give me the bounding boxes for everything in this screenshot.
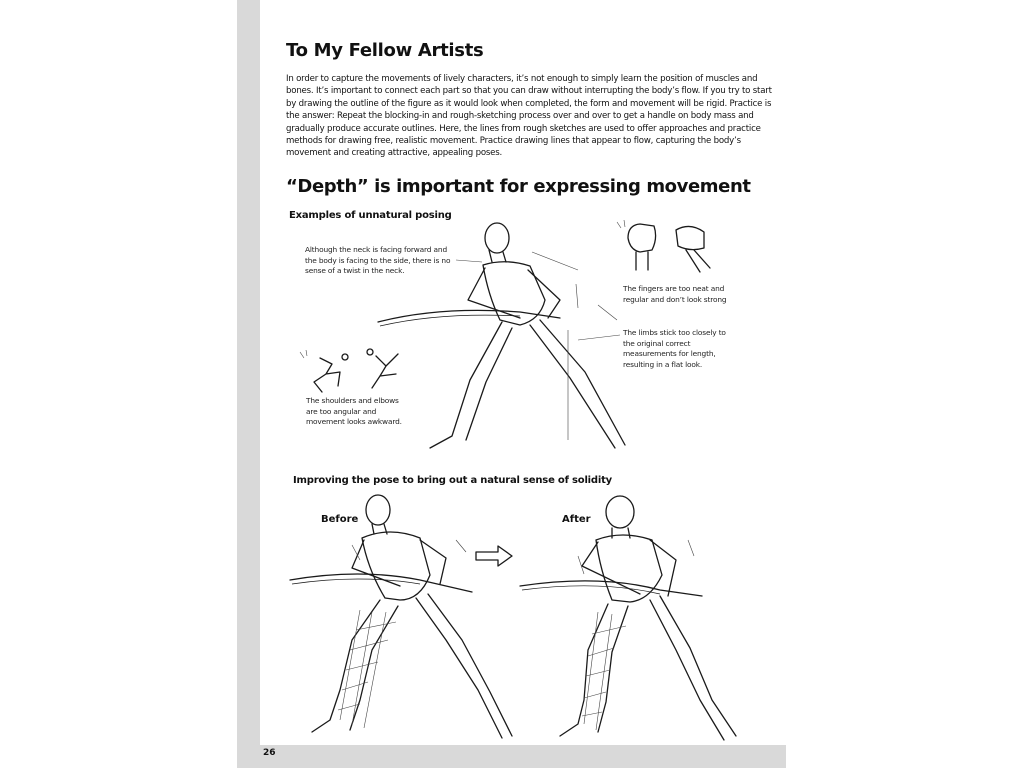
page-title: To My Fellow Artists [286, 40, 484, 61]
before-figure-illustration [290, 495, 512, 738]
after-label: After [562, 514, 591, 525]
unnatural-posing-title: Examples of unnatural posing [289, 210, 452, 221]
stick-figures-illustration [300, 349, 398, 392]
note-limbs: The limbs stick too closely to the original correct measurements for length, resulting in a flat look. [623, 328, 726, 369]
fist-icons-illustration [617, 220, 710, 272]
page-number: 26 [263, 748, 276, 758]
after-figure-illustration [520, 496, 736, 740]
unnatural-figure-illustration [378, 223, 625, 448]
right-arrow-icon [476, 546, 512, 566]
section-heading: “Depth” is important for expressing movement [286, 176, 751, 197]
improving-pose-title: Improving the pose to bring out a natural sense of solidity [293, 475, 612, 486]
note-neck: Although the neck is facing forward and the body is facing to the side, there is no sense of a twist in the neck. [305, 245, 451, 275]
note-fingers: The fingers are too neat and regular and don’t look strong [623, 284, 727, 304]
intro-paragraph: In order to capture the movements of lively characters, it’s not enough to simply learn the position of muscles and bones. It’s important to connect each part so that you can draw without interrupting the body’s flow. If you try to start by drawing the outline of the figure as it would look when completed, the form and movement will be rigid. Practice is the answer: Repeat the blocking-in and rough-sketching process over and over to get a handle on body mass and gradually produce accurate outlines. Here, the lines from rough sketches are used to offer approaches and practice methods for drawing free, realistic movement. Practice drawing lines that appear to flow, capturing the body’s movement and creating attractive, appealing poses. [286, 74, 772, 159]
note-shoulders: The shoulders and elbows are too angular and movement looks awkward. [306, 396, 402, 426]
before-label: Before [321, 514, 359, 525]
